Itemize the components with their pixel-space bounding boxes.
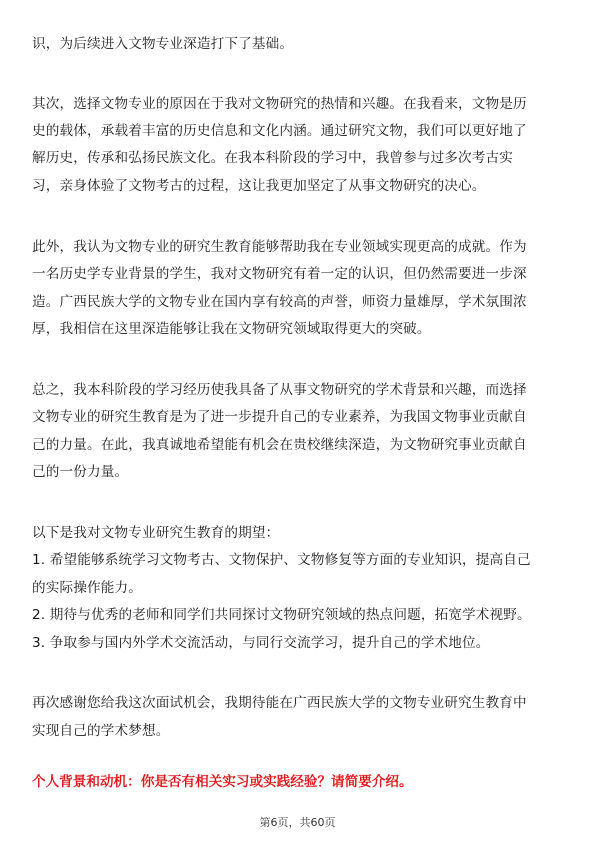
question-heading: 个人背景和动机：你是否有相关实习或实践经验？请简要介绍。 — [32, 774, 413, 790]
list-item: 3. 争取参与国内外学术交流活动，与同行交流学习，提升自己的学术地位。 — [32, 635, 490, 651]
list-intro: 以下是我对文物专业研究生教育的期望： — [32, 525, 280, 541]
paragraph-line: 再次感谢您给我这次面试机会，我期待能在广西民族大学的文物专业研究生教育中 — [32, 695, 527, 711]
paragraph-line: 总之，我本科阶段的学习经历使我具备了从事文物研究的学术背景和兴趣，而选择 — [32, 382, 527, 398]
paragraph-line: 厚，我相信在这里深造能够让我在文物研究领域取得更大的突破。 — [32, 321, 431, 337]
list-item: 2. 期待与优秀的老师和同学们共同探讨文物研究领域的热点问题，拓宽学术视野。 — [32, 607, 531, 623]
paragraph-line: 此外，我认为文物专业的研究生教育能够帮助我在专业领域实现更高的成就。作为 — [32, 239, 527, 255]
paragraph-line: 文物专业的研究生教育是为了进一步提升自己的专业素养，为我国文物事业贡献自 — [32, 409, 527, 425]
paragraph-line: 识，为后续进入文物专业深造打下了基础。 — [32, 36, 294, 52]
paragraph-line: 己的一份力量。 — [32, 464, 129, 480]
paragraph-line: 其次，选择文物专业的原因在于我对文物研究的热情和兴趣。在我看来，文物是历 — [32, 96, 527, 112]
paragraph-line: 史的载体，承载着丰富的历史信息和文化内涵。通过研究文物，我们可以更好地了 — [32, 123, 527, 139]
paragraph-line: 己的力量。在此，我真诚地希望能有机会在贵校继续深造，为文物研究事业贡献自 — [32, 437, 527, 453]
paragraph-line: 习，亲身体验了文物考古的过程，这让我更加坚定了从事文物研究的决心。 — [32, 178, 486, 194]
paragraph-line: 解历史，传承和弘扬民族文化。在我本科阶段的学习中，我曾参与过多次考古实 — [32, 150, 514, 166]
paragraph-line: 一名历史学专业背景的学生，我对文物研究有着一定的认识，但仍然需要进一步深 — [32, 266, 527, 282]
list-item: 的实际操作能力。 — [32, 580, 142, 596]
list-item: 1. 希望能够系统学习文物考古、文物保护、文物修复等方面的专业知识，提高自己 — [32, 552, 531, 568]
paragraph-line: 造。广西民族大学的文物专业在国内享有较高的声誉，师资力量雄厚，学术氛围浓 — [32, 294, 527, 310]
page-number: 第6页，共60页 — [259, 816, 336, 829]
paragraph-line: 实现自己的学术梦想。 — [32, 723, 170, 739]
